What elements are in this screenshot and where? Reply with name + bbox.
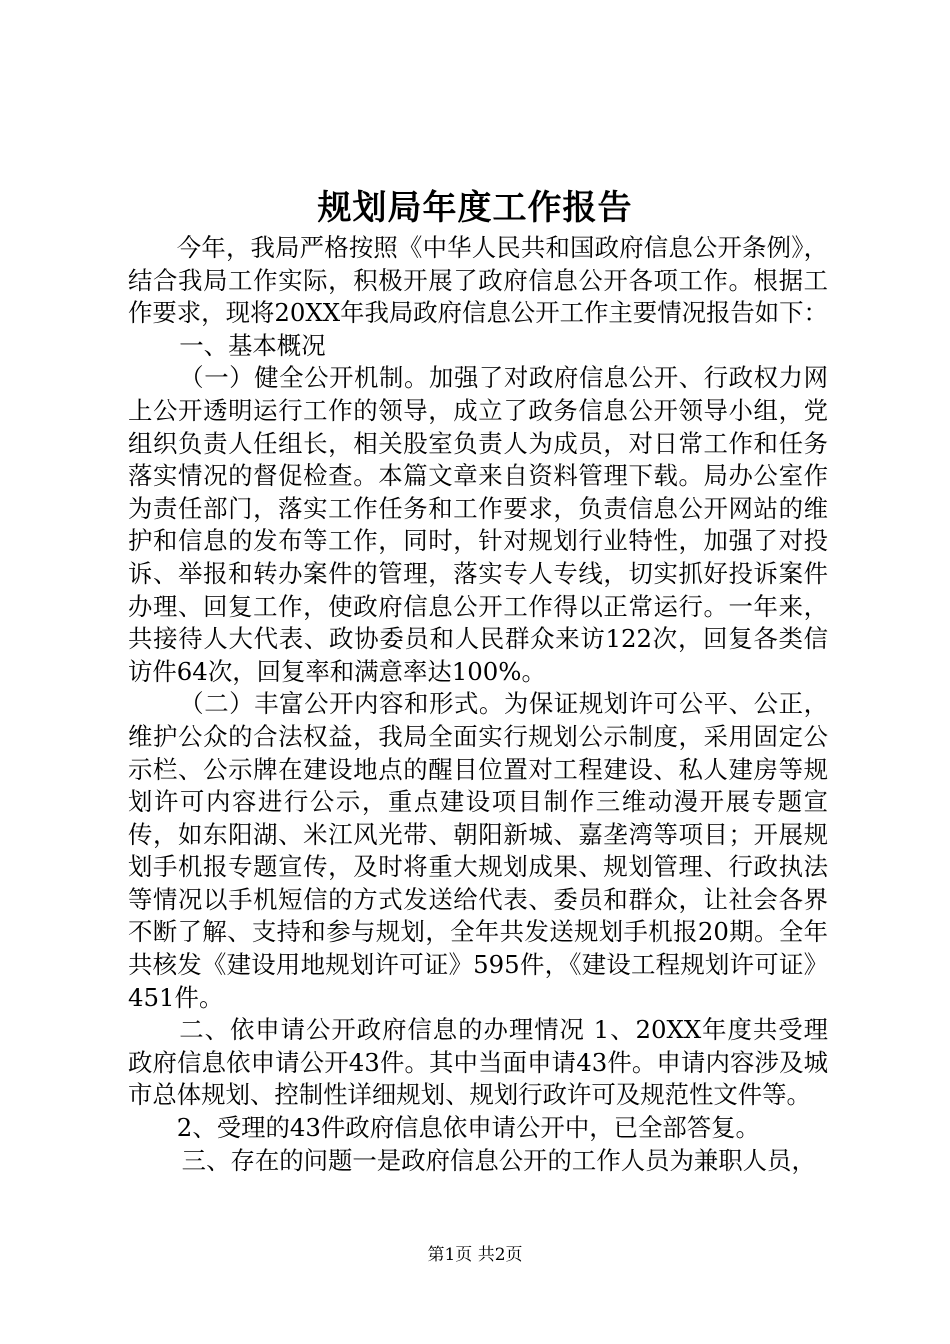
section-heading-overview: 一、基本概况 (179, 330, 326, 360)
page-indicator: 第1页 共2页 (427, 1245, 523, 1265)
paragraph-application-handling: 二、依申请公开政府信息的办理情况 1、20XX年度共受理政府信息依申请公开43件。其中当面申请43件。申请内容涉及城市总体规划、控制性详细规划、规划行政许可及规范性文件等。 (128, 1015, 828, 1110)
paragraph-intro: 今年，我局严格按照《中华人民共和国政府信息公开条例》，结合我局工作实际，积极开展了政府信息公开各项工作。根据工作要求，现将20XX年我局政府信息公开工作主要情况报告如下： (128, 233, 828, 328)
paragraph-content-forms: （二）丰富公开内容和形式。为保证规划许可公平、公正，维护公众的合法权益，我局全面实行规划公示制度，采用固定公示栏、公示牌在建设地点的醒目位置对工程建设、私人建房等规划许可内容进行公示，重点建设项目制作三维动漫开展专题宣传，如东阳湖、米江风光带、朝阳新城、嘉垄湾等项目；开展规划手机报专题宣传，及时将重大规划成果、规划管理、行政执法等情况以手机短信的方式发送给代表、委员和群众，让社会各界不断了解、支持和参与规划，全年共发送规划手机报20期。全年共核发《建设用地规划许可证》595件，《建设工程规划许可证》451件。 (128, 689, 828, 1012)
document-title: 规划局年度工作报告 (317, 188, 633, 228)
paragraph-mechanism: （一）健全公开机制。加强了对政府信息公开、行政权力网上公开透明运行工作的领导，成立了政务信息公开领导小组，党组织负责人任组长，相关股室负责人为成员，对日常工作和任务落实情况的督促检查。本篇文章来自资料管理下载。局办公室作为责任部门，落实工作任务和工作要求，负责信息公开网站的维护和信息的发布等工作，同时，针对规划行业特性，加强了对投诉、举报和转办案件的管理，落实专人专线，切实抓好投诉案件办理、回复工作，使政府信息公开工作得以正常运行。一年来，共接待人大代表、政协委员和人民群众来访122次，回复各类信访件64次，回复率和满意率达100%。 (128, 363, 828, 686)
document-body (128, 232, 828, 1177)
paragraph-replies: 2、受理的43件政府信息依申请公开中，已全部答复。 (176, 1113, 760, 1143)
paragraph-problems: 三、存在的问题一是政府信息公开的工作人员为兼职人员， (181, 1145, 816, 1175)
